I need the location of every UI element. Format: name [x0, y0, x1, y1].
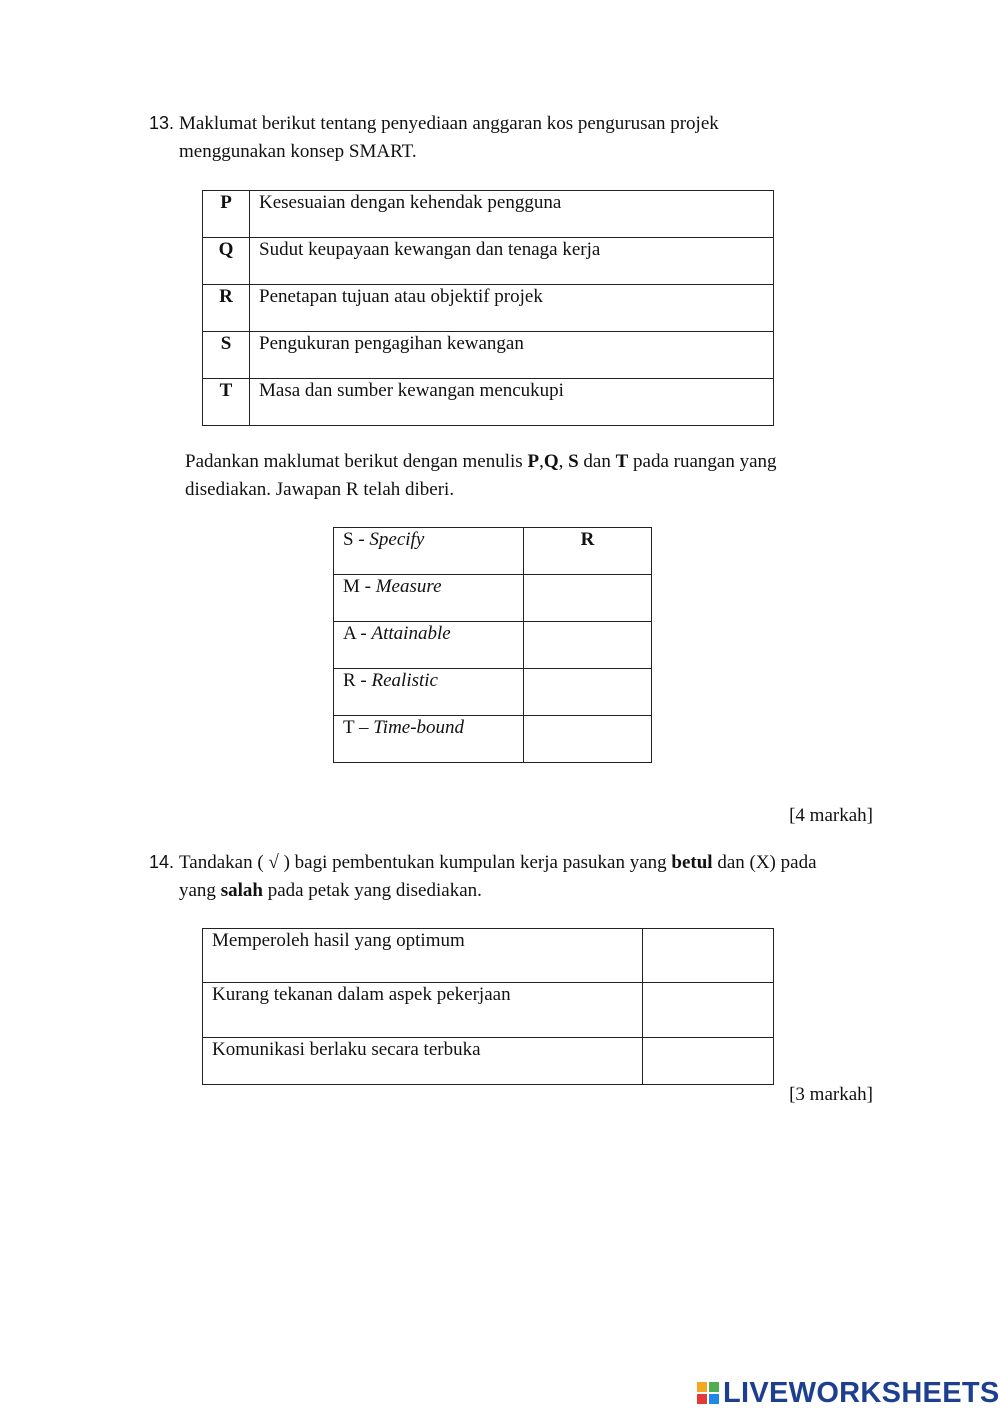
- answer-cell-realistic[interactable]: [524, 669, 652, 716]
- smart-letter: A -: [343, 623, 372, 644]
- statement: Kurang tekanan dalam aspek pekerjaan: [203, 983, 643, 1038]
- table-row: [203, 332, 774, 379]
- pqrst-table: [202, 190, 774, 426]
- smart-label: [334, 622, 524, 669]
- table-row: [334, 669, 652, 716]
- smart-word: Specify: [369, 529, 425, 550]
- question-14-line-2: [179, 877, 482, 905]
- smart-label: [334, 669, 524, 716]
- instruction-bold-p: P: [527, 451, 540, 472]
- table-row: [203, 379, 774, 426]
- smart-word: Realistic: [371, 670, 438, 691]
- question-14-line-1: [179, 849, 817, 877]
- smart-label: [334, 716, 524, 763]
- smart-label: [334, 575, 524, 622]
- row-text: Sudut keupayaan kewangan dan tenaga kerja: [250, 238, 774, 285]
- answer-cell-measure[interactable]: [524, 575, 652, 622]
- smart-letter: S -: [343, 529, 370, 550]
- row-text: Kesesuaian dengan kehendak pengguna: [250, 191, 774, 238]
- table-row: [334, 716, 652, 763]
- row-text: Penetapan tujuan atau objektif projek: [250, 285, 774, 332]
- table-row: [203, 285, 774, 332]
- statement: Memperoleh hasil yang optimum: [203, 929, 643, 983]
- row-key: Q: [203, 238, 250, 285]
- table-row: [203, 1038, 774, 1085]
- table-row: [203, 238, 774, 285]
- smart-label: [334, 528, 524, 575]
- row-text: Pengukuran pengagihan kewangan: [250, 332, 774, 379]
- statement: Komunikasi berlaku secara terbuka: [203, 1038, 643, 1085]
- row-key: P: [203, 191, 250, 238]
- question-13-line-2: menggunakan konsep SMART.: [179, 141, 417, 162]
- table-row: [334, 528, 652, 575]
- q14-marks: [3 markah]: [789, 1084, 873, 1105]
- answer-cell-specify: R: [524, 528, 652, 575]
- instruction-bold-q: Q: [543, 451, 559, 472]
- smart-answer-table: [333, 527, 652, 763]
- table-row: [334, 575, 652, 622]
- liveworksheets-text: LIVEWORKSHEETS: [723, 1376, 1000, 1409]
- row-key: T: [203, 379, 250, 426]
- tick-box[interactable]: [643, 1038, 774, 1085]
- bold-salah: salah: [220, 880, 263, 901]
- bold-betul: betul: [671, 852, 713, 873]
- smart-letter: M -: [343, 576, 376, 597]
- instruction-bold-s: S: [568, 451, 579, 472]
- liveworksheets-icon: [697, 1382, 719, 1404]
- instruction-text: pada ruangan yang: [628, 451, 777, 472]
- instruction-text: ,: [558, 451, 569, 472]
- q13-marks: [4 markah]: [789, 805, 873, 826]
- table-row: [334, 622, 652, 669]
- row-text: Masa dan sumber kewangan mencukupi: [250, 379, 774, 426]
- question-text: pada petak yang disediakan.: [262, 880, 482, 901]
- instruction-line-2: disediakan. Jawapan R telah diberi.: [185, 479, 455, 500]
- liveworksheets-logo: [697, 1377, 1000, 1409]
- instruction-bold-t: T: [615, 451, 629, 472]
- row-key: S: [203, 332, 250, 379]
- row-key: R: [203, 285, 250, 332]
- smart-word: Measure: [375, 576, 442, 597]
- smart-letter: R -: [343, 670, 372, 691]
- tick-table: [202, 928, 774, 1085]
- smart-word: Time-bound: [373, 717, 465, 738]
- instruction-text: ,: [539, 451, 544, 472]
- smart-letter: T –: [343, 717, 374, 738]
- instruction-text: dan: [578, 451, 616, 472]
- tick-box[interactable]: [643, 929, 774, 983]
- tick-box[interactable]: [643, 983, 774, 1038]
- instruction-text: Padankan maklumat berikut dengan menulis: [185, 451, 528, 472]
- instruction-line-1: [185, 448, 777, 476]
- answer-cell-attainable[interactable]: [524, 622, 652, 669]
- question-14-number: 14.: [149, 852, 175, 872]
- table-row: [203, 929, 774, 983]
- question-text: yang: [179, 880, 221, 901]
- smart-word: Attainable: [371, 623, 451, 644]
- answer-cell-time-bound[interactable]: [524, 716, 652, 763]
- question-13-number: 13.: [149, 113, 175, 133]
- table-row: [203, 983, 774, 1038]
- question-text: dan (X) pada: [712, 852, 817, 873]
- question-13-line-1: Maklumat berikut tentang penyediaan anggaran kos pengurusan projek: [179, 113, 719, 134]
- table-row: [203, 191, 774, 238]
- question-text: Tandakan ( √ ) bagi pembentukan kumpulan kerja pasukan yang: [179, 852, 672, 873]
